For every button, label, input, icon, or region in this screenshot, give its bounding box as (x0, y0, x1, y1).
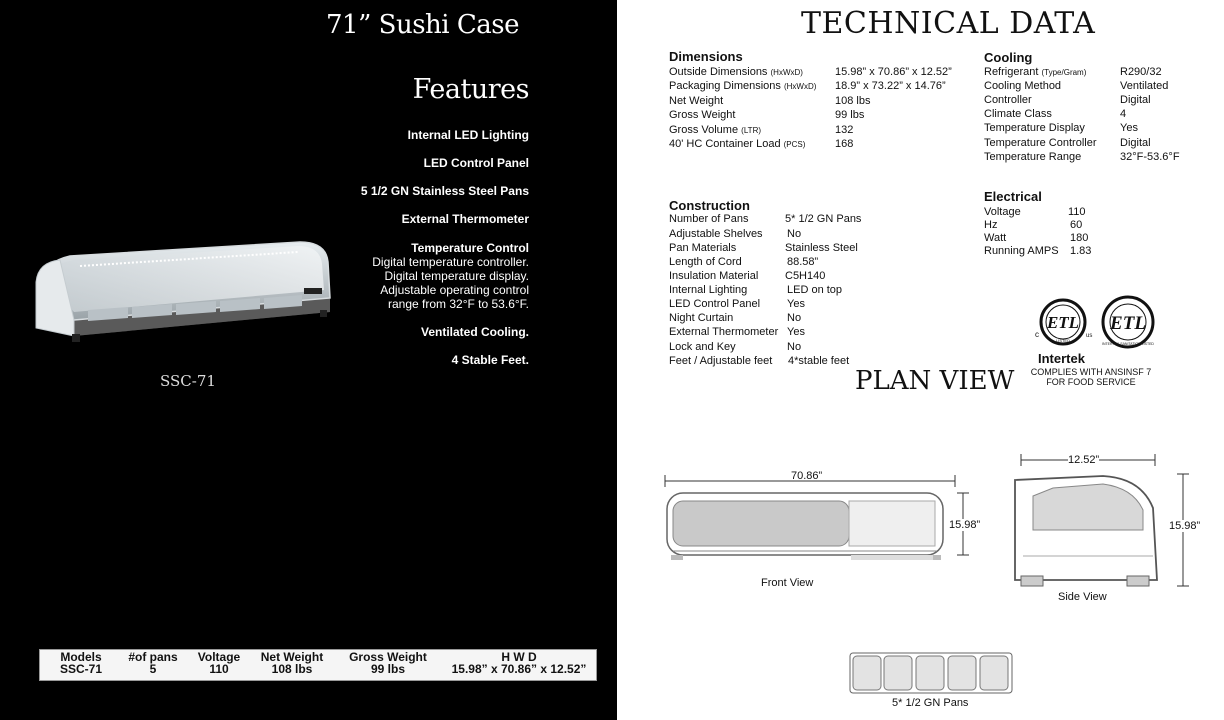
feature-desc-line: Digital temperature display. (384, 269, 529, 283)
table-header: Voltage (197, 650, 241, 664)
spec-label: Cooling Method (984, 80, 1062, 92)
spec-value: 168 (835, 138, 854, 150)
spec-value: 15.98” x 70.86” x 12.52” (835, 66, 952, 78)
table-column (442, 651, 596, 675)
spec-value: Yes (1120, 122, 1138, 134)
spec-value: 108 lbs (835, 95, 871, 107)
front-view-caption: Front View (761, 577, 814, 589)
spec-value: 32°F-53.6°F (1120, 151, 1180, 163)
spec-label: Temperature Range (984, 151, 1082, 163)
spec-label: Adjustable Shelves (669, 228, 763, 240)
spec-value: No (787, 228, 802, 240)
spec-unit: (HxWxD) (783, 82, 817, 91)
etl-c-mark: c (1035, 330, 1039, 339)
certification-line: FOR FOOD SERVICE (1046, 377, 1136, 387)
cooling-heading: Cooling (984, 50, 1033, 65)
spec-label: Lock and Key (669, 341, 736, 353)
spec-unit: (Type/Gram) (1041, 68, 1087, 77)
feature-led-lighting: Internal LED Lighting (407, 128, 529, 142)
spec-value: 4 (1120, 108, 1127, 120)
spec-label: External Thermometer (669, 326, 779, 338)
table-column (336, 651, 440, 675)
table-header: Models (60, 650, 102, 664)
spec-value: 4*stable feet (788, 355, 850, 367)
technical-data-panel (617, 0, 1224, 720)
spec-label: Hz (984, 219, 998, 231)
table-cell: SSC-71 (59, 662, 103, 676)
feature-temperature-desc (372, 255, 529, 311)
spec-label: Net Weight (669, 95, 724, 107)
feature-temperature-control: Temperature Control (411, 241, 529, 255)
model-label: SSC-71 (160, 372, 216, 390)
spec-label: Watt (984, 232, 1007, 244)
construction-heading: Construction (669, 198, 750, 213)
table-header: H W D (501, 650, 537, 664)
dimensions-heading: Dimensions (669, 49, 743, 64)
table-column (40, 651, 122, 675)
spec-label: Outside Dimensions (669, 66, 768, 78)
spec-value: No (787, 312, 802, 324)
spec-value: 99 lbs (835, 109, 865, 121)
spec-label: Pan Materials (669, 242, 737, 254)
spec-value: 88.58” (787, 256, 819, 268)
spec-label: LED Control Panel (669, 298, 761, 310)
spec-label: Refrigerant (984, 66, 1039, 78)
table-cell: 110 (209, 662, 229, 676)
spec-value: 18.9” x 73.22” x 14.76” (835, 80, 946, 92)
feature-ventilated-cooling: Ventilated Cooling. (420, 325, 529, 339)
spec-value: Digital (1120, 137, 1151, 149)
spec-value: Stainless Steel (785, 242, 858, 254)
product-image (30, 232, 340, 364)
spec-value: C5H140 (785, 270, 826, 282)
feature-gn-pans: 5 1/2 GN Stainless Steel Pans (360, 184, 529, 198)
technical-data-title: TECHNICAL DATA (801, 6, 1096, 41)
spec-label: Number of Pans (669, 213, 749, 225)
side-view-caption: Side View (1058, 591, 1107, 603)
feature-stable-feet: 4 Stable Feet. (451, 353, 529, 367)
spec-value: 5* 1/2 GN Pans (785, 213, 862, 225)
etl-ring-text: INTERTEK SANITATION LISTED (1102, 342, 1154, 346)
spec-unit: (HxWxD) (770, 68, 803, 77)
etl-mark: ETL (1046, 313, 1080, 332)
spec-unit: (LTR) (741, 126, 762, 135)
spec-label: Gross Weight (669, 109, 736, 121)
table-column (120, 651, 186, 675)
spec-value: 132 (835, 124, 854, 136)
feature-desc-line: Digital temperature controller. (372, 255, 529, 269)
feature-led-control-panel: LED Control Panel (423, 156, 529, 170)
etl-listed-logo (1035, 300, 1092, 344)
spec-value: R290/32 (1120, 66, 1162, 78)
etl-ring-text: LISTED (1055, 338, 1071, 343)
table-cell: 15.98” x 70.86” x 12.52” (451, 662, 587, 676)
table-column (186, 651, 252, 675)
certification-line: COMPLIES WITH ANSINSF 7 (1030, 367, 1152, 377)
spec-label: Night Curtain (669, 312, 734, 324)
table-header: Gross Weight (349, 650, 427, 664)
side-depth-dimension: 12.52” (1068, 454, 1100, 466)
spec-value: 180 (1070, 232, 1089, 244)
spec-value: Digital (1120, 94, 1151, 106)
plan-view-title: PLAN VIEW (855, 366, 1015, 396)
table-column (252, 651, 332, 675)
spec-label: Internal Lighting (669, 284, 748, 296)
spec-label: Gross Volume (669, 124, 739, 136)
spec-label: Climate Class (984, 108, 1052, 120)
product-summary-table (39, 649, 597, 681)
spec-value: Ventilated (1120, 80, 1169, 92)
spec-label: Running AMPS (984, 245, 1059, 257)
spec-value: Yes (787, 326, 805, 338)
spec-label: 40' HC Container Load (669, 138, 781, 150)
feature-external-thermometer: External Thermometer (401, 212, 529, 226)
front-height-dimension: 15.98” (949, 519, 981, 531)
spec-label: Controller (984, 94, 1032, 106)
spec-value: 60 (1070, 219, 1083, 231)
table-cell: 99 lbs (370, 662, 406, 676)
certification-text (1026, 367, 1156, 387)
feature-desc-line: Adjustable operating control (380, 283, 529, 297)
table-cell: 5 (149, 662, 157, 676)
spec-unit: (PCS) (783, 140, 806, 149)
spec-value: 1.83 (1070, 245, 1092, 257)
front-width-dimension: 70.86” (791, 470, 823, 482)
spec-value: 110 (1068, 206, 1086, 218)
spec-label: Insulation Material (669, 270, 759, 282)
gn-pans-caption: 5* 1/2 GN Pans (892, 697, 969, 709)
etl-certification-logos (1029, 292, 1175, 352)
spec-label: Temperature Controller (984, 137, 1097, 149)
gn-pans-drawing (849, 652, 1013, 694)
side-height-dimension: 15.98” (1169, 520, 1201, 532)
etl-us-mark: us (1086, 333, 1093, 339)
etl-sanitation-logo (1102, 297, 1154, 347)
electrical-heading: Electrical (984, 189, 1042, 204)
feature-desc-line: range from 32°F to 53.6°F. (388, 297, 529, 311)
features-heading: Features (412, 74, 529, 105)
spec-value: LED on top (787, 284, 843, 296)
etl-mark: ETL (1110, 313, 1146, 334)
table-header: #of pans (128, 650, 178, 664)
spec-label: Temperature Display (984, 122, 1085, 134)
spec-label: Length of Cord (669, 256, 742, 268)
table-cell: 108 lbs (271, 662, 313, 676)
product-title: 71” Sushi Case (326, 10, 519, 40)
table-header: Net Weight (260, 650, 324, 664)
spec-label: Packaging Dimensions (669, 80, 781, 92)
intertek-brand: Intertek (1038, 351, 1085, 366)
spec-label: Voltage (984, 206, 1021, 218)
spec-label: Feet / Adjustable feet (669, 355, 773, 367)
spec-value: Yes (787, 298, 805, 310)
spec-value: No (787, 341, 802, 353)
